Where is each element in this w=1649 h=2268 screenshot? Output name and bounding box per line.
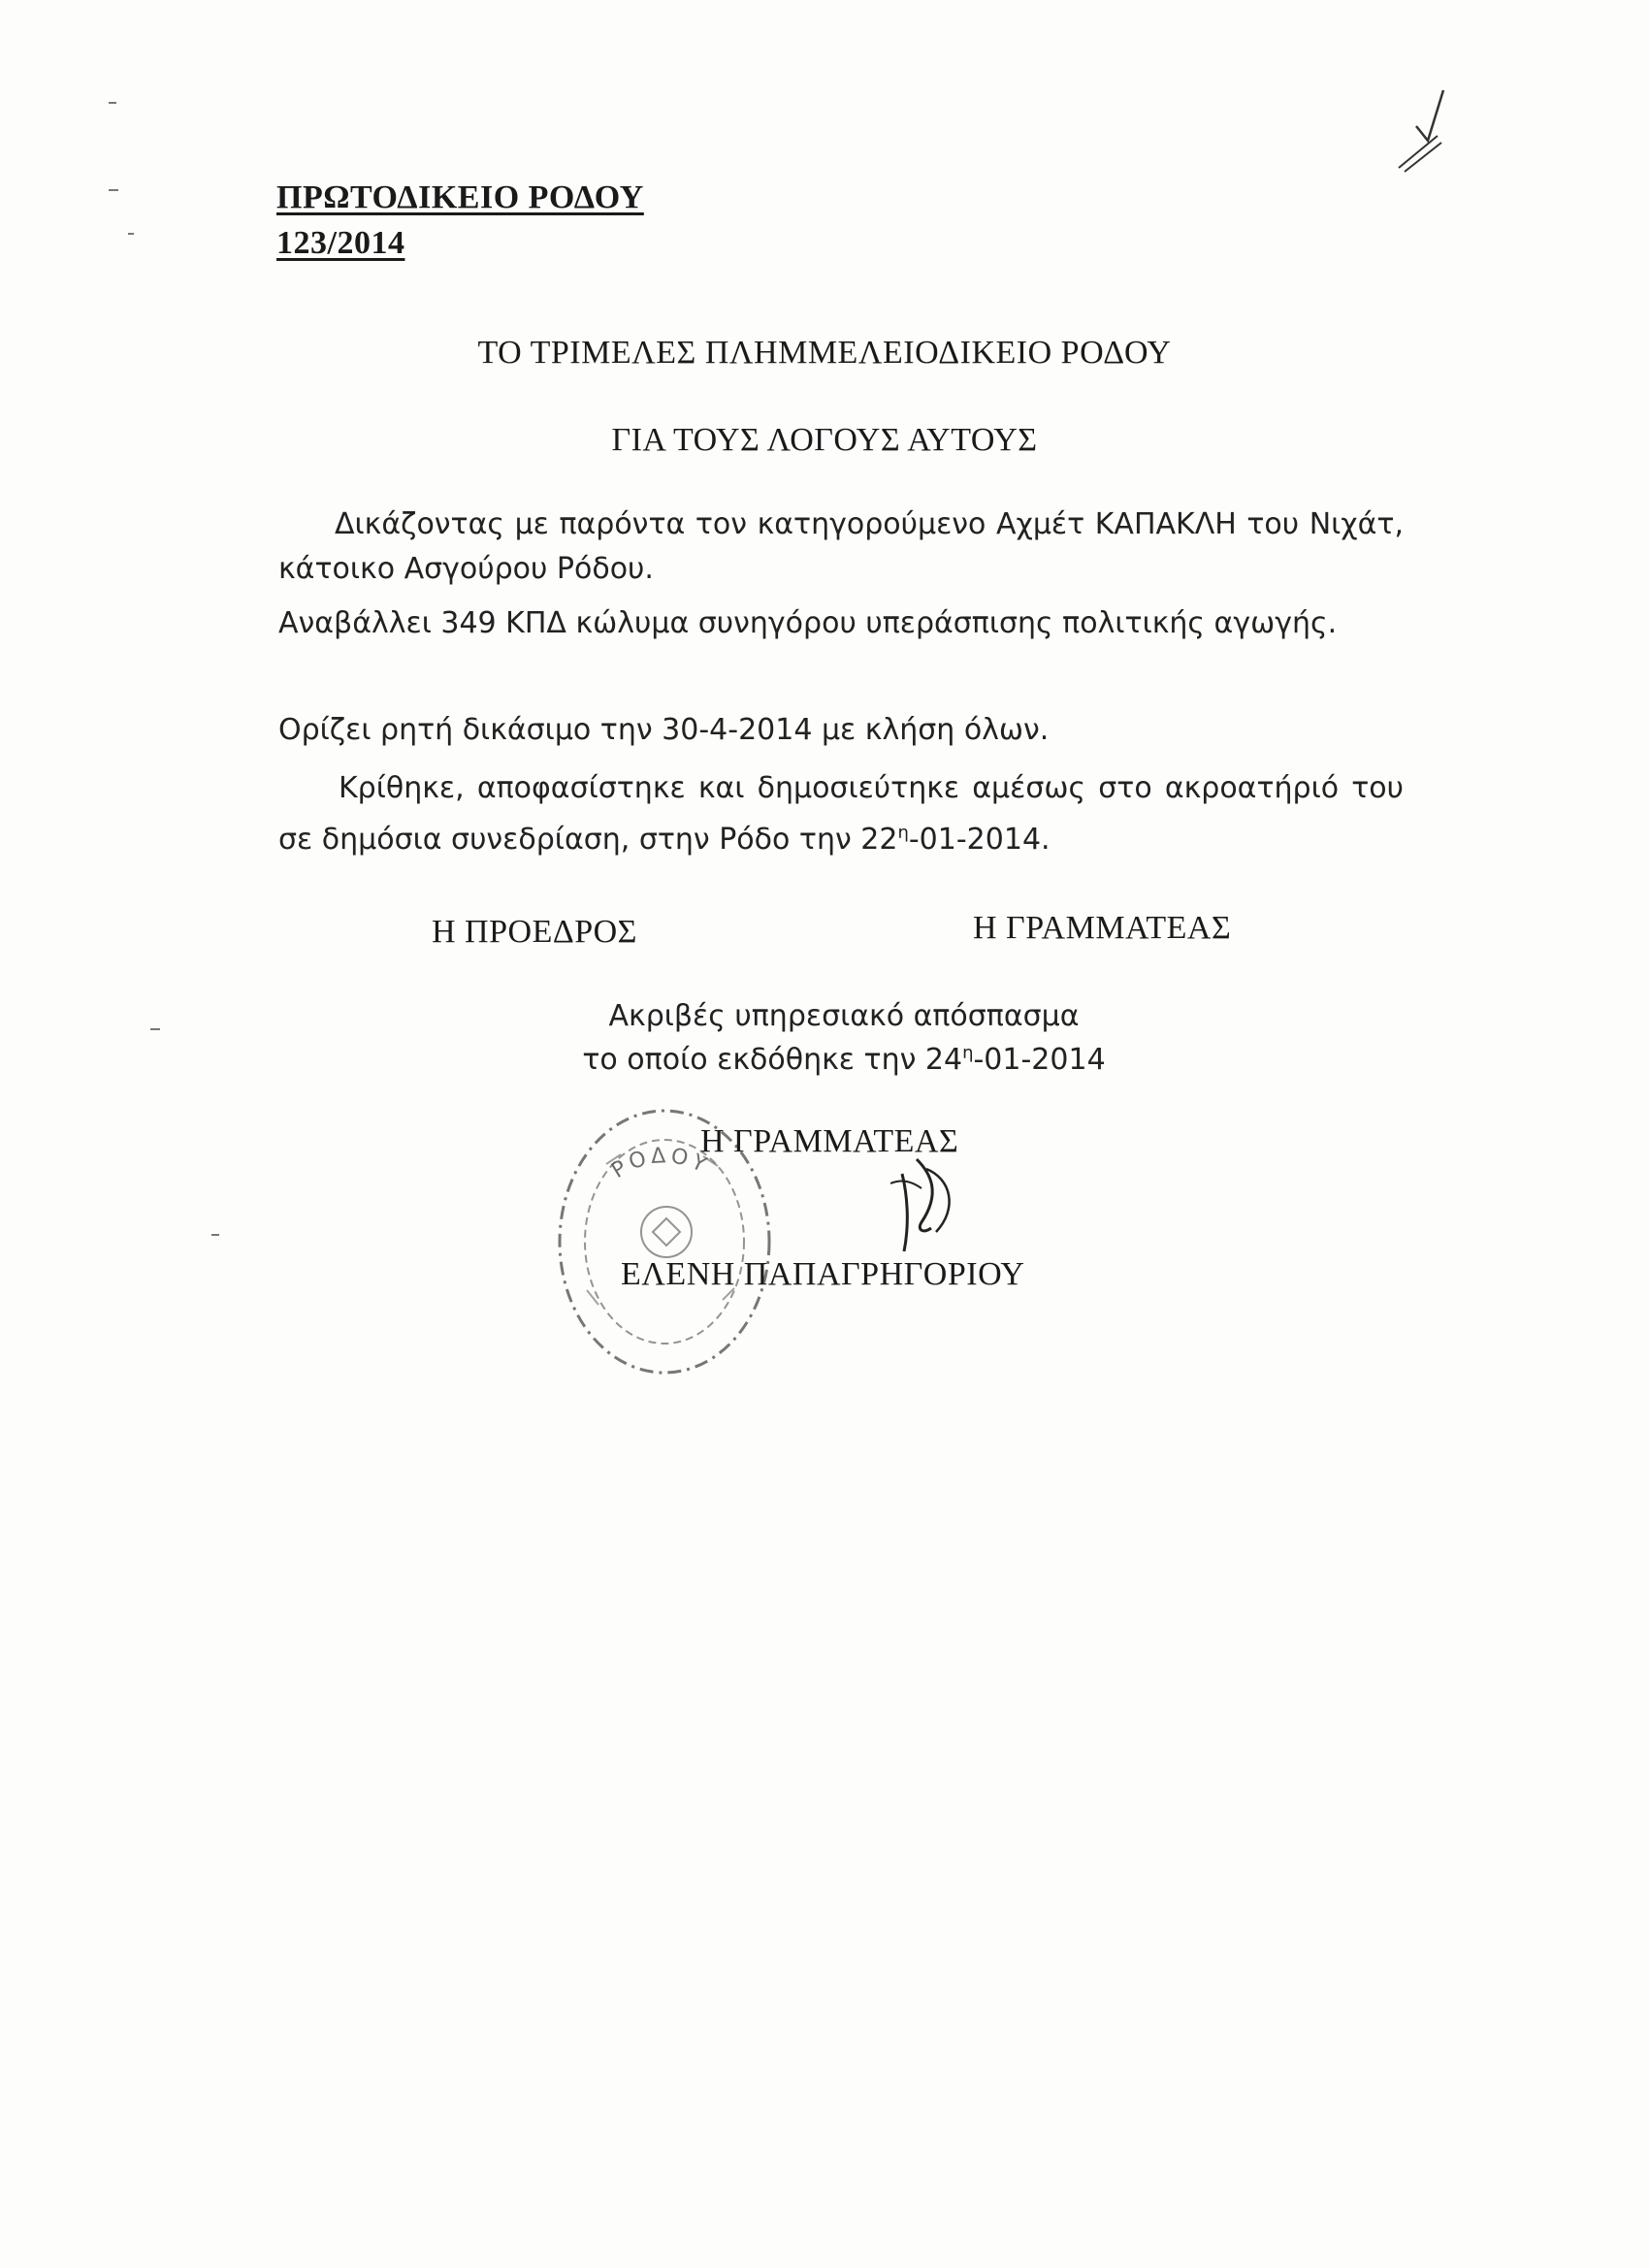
- extract-line-1: [485, 999, 1203, 1033]
- extract-line-2: [485, 1043, 1203, 1077]
- paragraph-decision: [278, 766, 1404, 862]
- paragraph-hearing-date: [278, 708, 1404, 753]
- paragraph-postponement: [278, 601, 1404, 646]
- section-heading: ΓΙΑ ΤΟΥΣ ΛΟΓΟΥΣ ΑΥΤΟΥΣ: [611, 422, 1038, 458]
- check-mark-icon: [1377, 82, 1465, 179]
- signature-president: Η ΠΡΟΕΔΡΟΣ: [432, 914, 637, 950]
- extract-text: Ακριβές υπηρεσιακό απόσπασμα: [608, 999, 1080, 1033]
- court-title: ΤΟ ΤΡΙΜΕΛΕΣ ΠΛΗΜΜΕΛΕΙΟΔΙΚΕΙΟ ΡΟΔΟΥ: [477, 335, 1172, 371]
- court-name: ΠΡΩΤΟΔΙΚΕΙΟ ΡΟΔΟΥ: [276, 179, 644, 215]
- paragraph-text: Κρίθηκε, αποφασίστηκε και δημοσιεύτηκε αμέσως στο ακροατήριό του σε δημόσια συνεδρίαση, στην Ρόδο την 22: [278, 771, 1404, 857]
- ordinal-suffix: η: [897, 823, 909, 843]
- scan-mark: [211, 1234, 219, 1236]
- extract-secretary-name: ΕΛΕΝΗ ΠΑΠΑΓΡΗΓΟΡΙΟΥ: [621, 1256, 1025, 1292]
- stamp-text: ΡΟΔΟΥ: [607, 1144, 714, 1183]
- svg-text:ΡΟΔΟΥ: [607, 1144, 713, 1183]
- paragraph-text: Αναβάλλει 349 ΚΠΔ κώλυμα συνηγόρου υπεράσπισης πολιτικής αγωγής.: [278, 606, 1338, 640]
- case-number: 123/2014: [276, 225, 405, 261]
- paragraph-judgment: [278, 502, 1404, 592]
- ordinal-suffix: η: [962, 1043, 974, 1063]
- paragraph-text: -01-2014.: [908, 823, 1051, 857]
- signature-secretary: Η ΓΡΑΜΜΑΤΕΑΣ: [973, 910, 1232, 946]
- extract-text: το οποίο εκδόθηκε την 24: [582, 1043, 963, 1077]
- scan-mark: [109, 189, 118, 191]
- extract-text: -01-2014: [973, 1043, 1106, 1077]
- paragraph-text: Ορίζει ρητή δικάσιμο την 30-4-2014 με κλήση όλων.: [278, 713, 1050, 747]
- handwritten-signature: [883, 1154, 970, 1261]
- extract-secretary-label: Η ΓΡΑΜΜΑΤΕΑΣ: [700, 1123, 959, 1159]
- scan-mark: [128, 233, 134, 235]
- scan-mark: [109, 102, 116, 104]
- paragraph-text: Δικάζοντας με παρόντα τον κατηγορούμενο Αχμέτ ΚΑΠΑΚΛΗ του Νιχάτ, κάτοικο Ασγούρου Ρόδου.: [278, 507, 1404, 586]
- scan-mark: [150, 1028, 160, 1030]
